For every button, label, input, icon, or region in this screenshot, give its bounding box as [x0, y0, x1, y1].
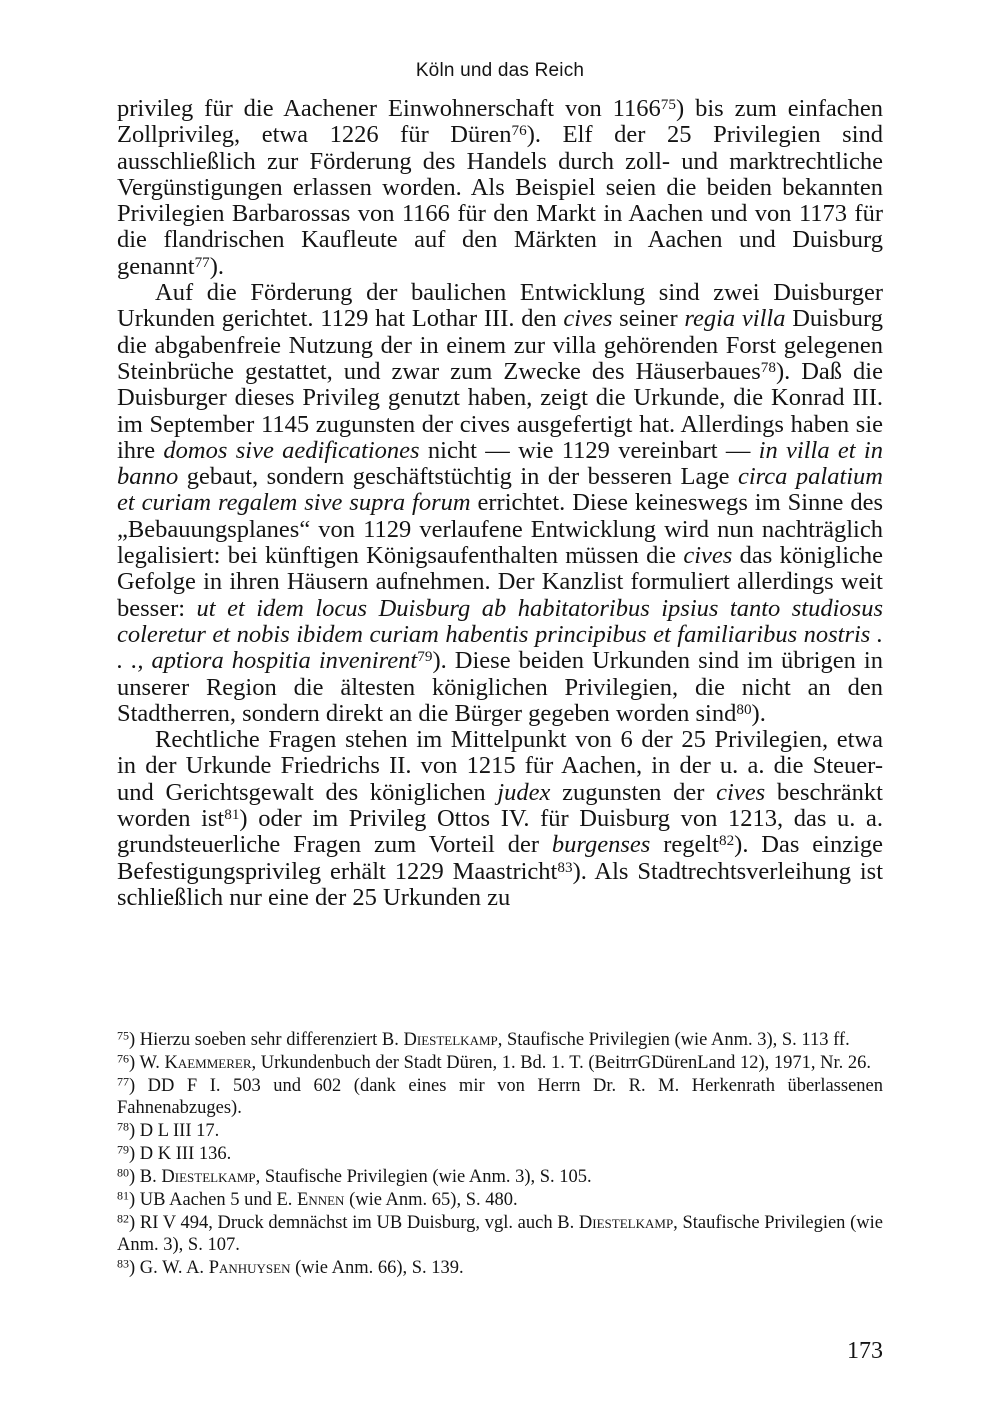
- text-run: , Staufische Privilegien (wie Anm. 3), S. 107.: [117, 1213, 883, 1255]
- author-name: Kaemmerer: [164, 1053, 252, 1074]
- text-run: ). Daß die Duisburger dieses Privileg genutzt haben, zeigt die Urkunde, die Konrad III. im September 1145 zugunsten der cives ausgefertigt hat. Allerdings haben sie ihre: [117, 357, 883, 464]
- text-run: ) bis zum einfachen Zollprivileg, etwa 1226 für Düren: [117, 95, 883, 149]
- text-run: (wie Anm. 66), S. 139.: [290, 1257, 464, 1278]
- italic-phrase: cives: [563, 305, 613, 333]
- text-run: errichtet. Diese keineswegs im Sinne des „Bebauungsplanes“ von 1129 verlaufene Entwicklung wird nun nachträglich legalisiert: bei künftigen Königsaufenthalten müssen die: [117, 489, 883, 570]
- footnote: [117, 1144, 883, 1166]
- text-run: , Staufische Privilegien (wie Anm. 3), S. 105.: [255, 1167, 592, 1188]
- text-run: ) G. W. A.: [129, 1257, 209, 1278]
- footnote-ref: 79: [117, 1142, 130, 1157]
- text-run: ) D L III 17.: [129, 1120, 220, 1141]
- text-run: ) oder im Privileg Ottos IV. für Duisburg von 1213, das u. a. grundsteuerliche Fragen zum Vorteil der: [117, 805, 883, 859]
- italic-phrase: regia villa: [684, 305, 786, 333]
- footnote-ref: 77: [194, 253, 210, 271]
- footnote-ref: 79: [417, 648, 433, 666]
- footnote-ref: 83: [557, 858, 573, 876]
- footnote: [117, 1167, 883, 1189]
- running-head: Köln und das Reich: [415, 60, 585, 81]
- text-run: das königliche Gefolge in ihren Häusern aufnehmen. Der Kanzlist formuliert allerdings weit besser:: [117, 542, 883, 622]
- text-run: Duisburg die abgabenfreie Nutzung der in einem zur villa gehörenden Forst gelegenen Steinbrüche gestattet, und zwar zum Zwecke des Häuserbaues: [117, 305, 883, 385]
- text-run: , Staufische Privilegien (wie Anm. 3), S. 113 ff.: [497, 1030, 850, 1050]
- footnote: [117, 1076, 883, 1119]
- footnote-ref: 75: [117, 1028, 130, 1043]
- footnote-ref: 82: [718, 832, 735, 850]
- footnote-ref: 75: [660, 96, 676, 114]
- text-run: ).: [209, 252, 225, 280]
- author-name: Diestelkamp: [578, 1213, 674, 1234]
- author-name: Diestelkamp: [403, 1030, 498, 1050]
- footnote-ref: 80: [736, 701, 752, 718]
- footnote-ref: 76: [511, 122, 527, 140]
- text-run: beschränkt worden ist: [117, 778, 883, 833]
- text-run: , Urkundenbuch der Stadt Düren, 1. Bd. 1. T. (BeitrrGDürenLand 12), 1971, Nr. 26.: [251, 1053, 871, 1074]
- footnote-ref: 81: [117, 1188, 130, 1203]
- page-number: 173: [847, 1338, 883, 1364]
- footnote-ref: 81: [224, 806, 240, 824]
- text-run: seiner: [612, 305, 685, 333]
- text-run: ) W.: [129, 1053, 165, 1074]
- footnotes: [117, 1030, 883, 1281]
- text-run: ) D K III 136.: [129, 1143, 232, 1164]
- footnote-ref: 77: [117, 1074, 130, 1089]
- footnote-ref: 78: [760, 359, 776, 377]
- body-text: [117, 96, 883, 911]
- author-name: Diestelkamp: [161, 1167, 256, 1188]
- author-name: Panhuysen: [208, 1257, 291, 1278]
- footnote: [117, 1213, 883, 1256]
- text-run: ). Elf der 25 Privilegien sind ausschließlich zur Förderung des Handels durch zoll- und marktrechtliche Vergünstigungen erlassen worden. Als Beispiel seien die beiden bekannten Privilegien Barbarossas von 1166 für den Markt in Aachen und von 1173 für die flandrischen Kaufleute auf den Märkten in Aachen und Duisburg genannt: [117, 121, 884, 280]
- italic-phrase: judex: [497, 778, 551, 806]
- text-run: ) UB Aachen 5 und E.: [129, 1190, 298, 1211]
- book-page: [117, 0, 883, 1419]
- paragraph: [117, 727, 883, 911]
- author-name: Ennen: [297, 1190, 345, 1211]
- text-run: ). Diese beiden Urkunden sind im übrigen in unserer Region die ältesten königlichen Privilegien, die nicht an den Stadtherren, sondern direkt an die Bürger gegeben worden sind: [117, 647, 883, 727]
- italic-phrase: cives: [683, 542, 733, 570]
- text-run: privileg für die Aachener Einwohnerschaft von 1166: [117, 95, 661, 122]
- text-run: Rechtliche Fragen stehen im Mittelpunkt von 6 der 25 Privilegien, etwa in der Urkunde Friedrichs II. von 1215 für Aachen, in der u. a. die Steuer- und Gerichtsgewalt des königlichen: [117, 726, 883, 806]
- text-run: ) B.: [129, 1167, 162, 1188]
- text-run: ).: [751, 699, 766, 727]
- text-run: gebaut, sondern geschäftstüchtig in der besseren Lage: [178, 463, 738, 491]
- text-run: ) RI V 494, Druck demnächst im UB Duisburg, vgl. auch B.: [129, 1213, 579, 1234]
- paragraph: [117, 280, 883, 727]
- footnote-ref: 78: [117, 1119, 130, 1134]
- text-run: nicht — wie 1129 vereinbart —: [419, 436, 759, 464]
- text-run: Auf die Förderung der baulichen Entwicklung sind zwei Duisburger Urkunden gerichtet. 1129 hat Lothar III. den: [117, 279, 883, 333]
- footnote: [117, 1053, 883, 1075]
- footnote: [117, 1190, 883, 1212]
- footnote: [117, 1258, 883, 1280]
- footnote-ref: 83: [117, 1256, 130, 1271]
- italic-phrase: domos sive aedificationes: [163, 436, 420, 464]
- footnote: [117, 1030, 883, 1052]
- italic-phrase: circa palatium et curiam regalem sive supra forum: [117, 463, 883, 517]
- italic-phrase: in villa et in banno: [117, 436, 883, 491]
- text-run: ) Hierzu soeben sehr differenziert B.: [129, 1030, 404, 1050]
- footnote-ref: 82: [117, 1211, 130, 1226]
- text-run: ). Das einzige Befestigungsprivileg erhält 1229 Maastricht: [117, 831, 884, 885]
- text-run: (wie Anm. 65), S. 480.: [344, 1190, 518, 1211]
- footnote-ref: 80: [117, 1165, 130, 1180]
- text-run: zugunsten der: [550, 778, 717, 806]
- footnote: [117, 1121, 883, 1143]
- text-run: ) DD F I. 503 und 602 (dank eines mir von Herrn Dr. R. M. Herkenrath überlassenen Fahnenabzuges).: [117, 1076, 883, 1118]
- italic-phrase: ut et idem locus Duisburg ab habitatoribus ipsius tanto studiosus coleretur et nobis ibidem curiam habentis principibus et familiaribus nostris . . ., aptiora hospitia invenirent: [117, 594, 883, 675]
- footnote-ref: 76: [117, 1051, 130, 1066]
- text-run: ). Als Stadtrechtsverleihung ist schließlich nur eine der 25 Urkunden zu: [117, 857, 883, 911]
- paragraph: [117, 96, 883, 280]
- text-run: regelt: [650, 831, 719, 859]
- italic-phrase: cives: [716, 778, 766, 806]
- italic-phrase: burgenses: [551, 831, 651, 859]
